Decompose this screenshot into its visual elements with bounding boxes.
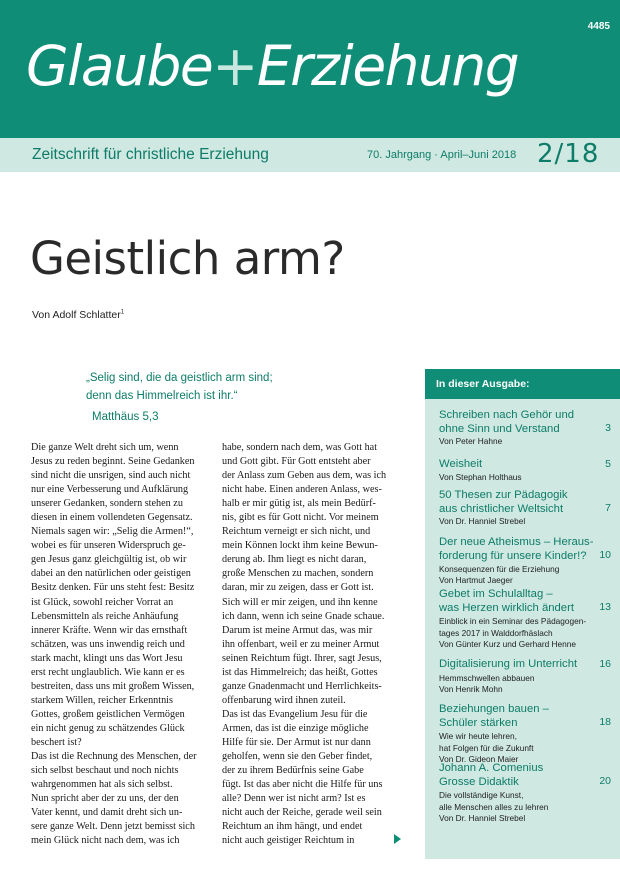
text-line: mein Glück nicht nach dem, was ich [31,835,180,847]
toc-entry-page-number: 5 [605,458,611,470]
text-line: stark macht, klingt uns das Wort Jesu [31,652,183,664]
text-line: offenbarung wird ihnen zuteil. [222,694,346,706]
toc-entry-page-number: 20 [599,775,611,787]
text-line: Darum ist meine Armut das, was mir [222,624,373,636]
quote-reference: Matthäus 5,3 [92,411,159,423]
magazine-subtitle: Zeitschrift für christliche Erziehung [32,146,269,163]
text-line: nicht auch der Reiche, gerade weil sein [222,807,382,819]
table-of-contents [425,369,620,859]
toc-entry[interactable] [439,588,615,650]
toc-entry[interactable] [439,536,615,586]
text-line: Hilfe für sie. Der Armut ist nur dann [222,736,371,748]
text-line: ist das Himmelreich; das heißt, Gottes [222,666,378,678]
magazine-logo [26,34,518,98]
text-line: der zu ihrem Bedürfnis seine Gabe [222,765,364,777]
issue-number: 2/18 [537,139,600,169]
toc-entry-page-number: 7 [605,502,611,514]
toc-entry-author: Von Hartmut Jaeger [439,575,513,585]
text-line: nicht habe. Einen anderen Anlass, wes- [222,484,382,496]
toc-entry-page-number: 13 [599,601,611,613]
text-line: starkem Willen, reicher Erkenntnis [31,694,173,706]
text-line: innerer Kräfte. Wenn wir das ernsthaft [31,624,188,636]
toc-entry-author: Von Peter Hahne [439,436,503,446]
continue-arrow-icon [394,834,401,844]
toc-entry-title: Schüler stärken [439,716,518,729]
text-line: Nun spricht aber der zu uns, der den [31,793,179,805]
text-line: unserer Gedanken, sondern stehen zu [31,498,183,510]
text-line: ist Glück, sowohl reicher Vorrat an [31,596,174,608]
article-author [32,309,124,321]
toc-entry-author: Von Henrik Mohn [439,683,503,694]
toc-entry-description: hat Folgen für die Zukunft [439,743,534,753]
text-line: und Gott gibt. Für Gott entsteht aber [222,456,371,468]
issue-info: 70. Jahrgang · April–Juni 2018 [367,149,517,161]
toc-entry[interactable] [439,703,615,765]
toc-entry-title: was Herzen wirklich ändert [439,601,574,614]
text-line: geholfen, wenn sie den Geber findet, [222,751,373,763]
text-line: Armen, das ist die einzige mögliche [222,722,369,734]
text-line: ich dann, wenn ich seine Gnade schaue. [222,610,385,622]
text-line: alle? Denn wer ist nicht arm? Ist es [222,793,366,805]
text-line: der Anlass zum Geben aus dem, was ich [222,470,387,482]
toc-entry-title: Johann A. Comenius [439,762,544,774]
toc-entry-description: Konsequenzen für die Erziehung [439,564,560,574]
toc-entry-page-number: 3 [605,422,611,434]
toc-entry-page-number: 18 [599,716,611,728]
text-line: Reichtum an ihm hängt, und endet [222,821,363,833]
text-line: große Menschen zu machen, sondern [222,568,374,580]
toc-entry[interactable] [439,409,615,447]
text-line: habe, sondern nach dem, was Gott hat [222,442,378,453]
toc-heading: In dieser Ausgabe: [436,378,530,390]
text-line: Gottes, großem geistlichen Vermögen [31,708,185,720]
toc-entry-title: forderung für unsere Kinder!? [439,549,587,562]
text-line: wahrgenommen hat als sich selbst. [31,779,173,791]
bible-quote [86,369,386,405]
text-line: Niemals sagen wir: „Selig die Armen!“, [31,526,194,538]
text-line: Das ist das Evangelium Jesu für die [222,708,368,720]
text-line: gen Jesus ganz gleichgültig ist, ob wir [31,554,187,566]
text-line: Jesus zu reden beginnt. Seine Gedanken [31,456,195,468]
text-line: Vater kennt, und damit dreht sich un- [31,807,183,819]
text-line: nur eine Verbesserung und Aufklärung [31,484,189,496]
subtitle-bar [0,138,620,172]
logo-word-erziehung: Erziehung [256,34,519,98]
text-line: Lebensmitteln als reiche Anhäufung [31,610,179,622]
toc-entry-title: Weisheit [439,458,483,470]
text-line: bestreiten, dass uns mit großem Wissen, [31,680,195,692]
toc-entry-title: Gebet im Schulalltag – [439,588,553,600]
toc-entry-title: Grosse Didaktik [439,775,519,788]
text-line: derung ab. Ihm liegt es nicht daran, [222,554,367,566]
text-line: fügt. Ist das aber nicht die Hilfe für uns [222,779,383,791]
logo-word-glaube: Glaube [26,34,213,98]
text-line: nicht auch geistiger Reichtum in [222,835,355,847]
toc-entry-description: Die vollständige Kunst, [439,790,524,800]
toc-entry-title: aus christlicher Weltsicht [439,502,564,515]
toc-entry-author: Von Dr. Hanniel Strebel [439,516,526,526]
toc-entry[interactable] [439,489,615,527]
text-line: Sich will er mir zeigen, und ihn kenne [222,596,378,608]
masthead [0,0,620,138]
text-line: Das ist die Rechnung des Menschen, der [31,751,197,763]
toc-entry-description: Wie wir heute lehren, [439,731,517,741]
text-line: wobei es für unseren Widerspruch ge- [31,540,186,552]
article-column-2 [222,441,410,848]
text-line: sere ganze Welt. Denn jetzt bemisst sich [31,821,195,833]
toc-entry-title: Digitalisierung im Unterricht [439,658,578,670]
toc-entry-description: Hemmschwellen abbauen [439,672,535,683]
quote-line: „Selig sind, die da geistlich arm sind; [86,372,273,384]
text-line: Die ganze Welt dreht sich um, wenn [31,442,179,453]
text-line: schätzen, was uns inwendig reich und [31,638,185,650]
toc-entry-author: Von Günter Kurz und Gerhard Henne [439,639,576,649]
toc-entry-author: Von Dr. Gideon Maier [439,754,519,764]
toc-entry[interactable] [439,762,615,824]
toc-entry-title: 50 Thesen zur Pädagogik [439,489,568,501]
text-line: ihn offenbart, weil er zu meiner Armut [222,638,380,650]
toc-entry-author: Von Dr. Hanniel Strebel [439,813,526,823]
issue-id: 4485 [587,21,610,32]
text-line: sich selbst beschaut und noch nichts [31,765,179,777]
toc-entry-author: Von Stephan Holthaus [439,471,522,482]
toc-entry-page-number: 16 [599,658,611,670]
author-name: Von Adolf Schlatter [32,309,121,321]
toc-entry[interactable] [439,658,615,695]
text-line: Besitz denken. Für uns steht fest: Besitz [31,582,195,594]
text-line: sind nicht die unsrigen, sind auch nicht [31,470,191,482]
text-line: nis, gibt es für Gott nicht. Vor meinem [222,512,379,524]
toc-entry-description: tages 2017 in Walddorfhäslach [439,628,553,638]
toc-header [425,369,620,399]
toc-entry-description: Einblick in ein Seminar des Pädagogen- [439,616,587,626]
text-line: mein Können lockt ihm keine Bewun- [222,540,378,552]
article-column-1 [31,441,219,848]
text-line: ganze Gnadenmacht und Herrlichkeits- [222,680,382,692]
text-line: daran, mir zu zeigen, dass er Gott ist. [222,582,374,594]
toc-entry-title: Schreiben nach Gehör und [439,409,575,421]
logo-plus: + [212,34,257,98]
text-line: seinen Reichtum fügt. Ihrer, sagt Jesus, [222,652,382,664]
text-line: diesen in einem vollendeten Gegensatz. [31,512,193,524]
text-line: Reichtum verneigt er sich nicht, und [222,526,371,538]
text-line: dabei an den natürlichen oder geistigen [31,568,191,580]
text-line: erst recht unglaublich. Wie kann er es [31,666,185,678]
toc-entry-description: alle Menschen alles zu lehren [439,802,549,812]
text-line: ein nicht genug zu schätzendes Glück [31,722,185,734]
text-line: beschert ist? [31,736,82,748]
toc-entry-title: Der neue Atheismus – Heraus- [439,536,594,548]
toc-entry-page-number: 10 [599,549,611,561]
toc-entry-title: Beziehungen bauen – [439,703,549,715]
article-title: Geistlich arm? [30,232,345,285]
quote-line: denn das Himmelreich ist ihr.“ [86,390,238,402]
text-line: halb er mir gütig ist, als mein Bedürf- [222,498,376,510]
author-footnote-mark: 1 [120,309,125,316]
toc-entry[interactable] [439,458,615,483]
toc-entry-title: ohne Sinn und Verstand [439,422,560,435]
